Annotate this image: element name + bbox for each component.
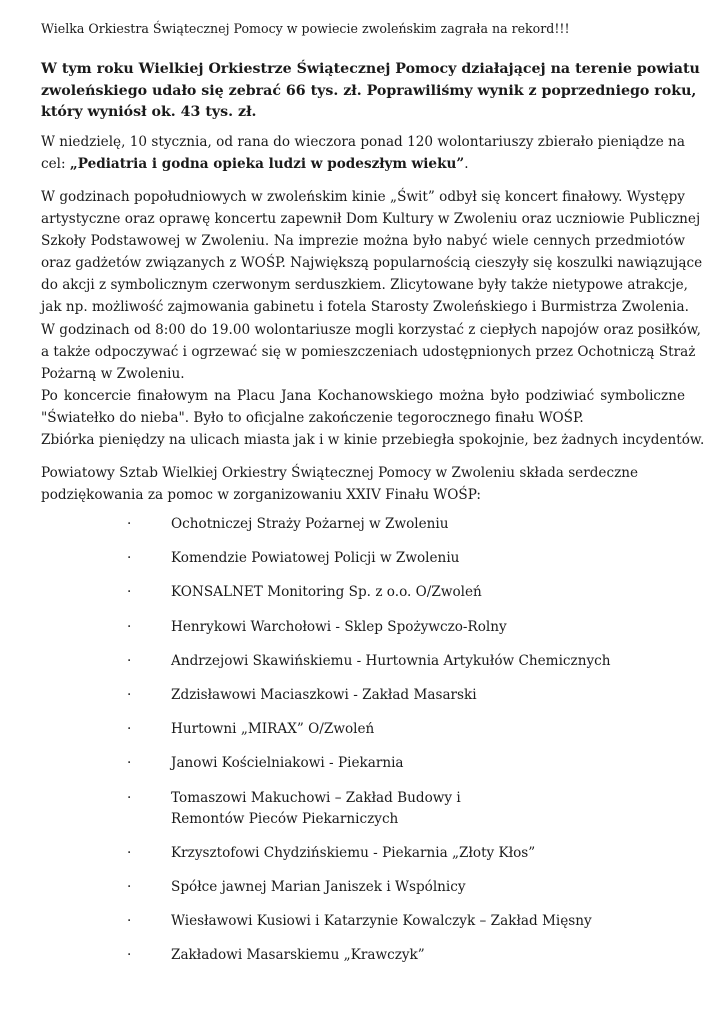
thanks-list — [41, 514, 685, 979]
paragraph-line: jak np. możliwość zajmowania gabinetu i fotela Starosty Zwoleńskiego i Burmistrza Zwolenia. — [41, 299, 689, 315]
paragraph-concert — [41, 186, 703, 318]
list-item — [41, 877, 685, 898]
paragraph-line: Szkoły Podstawowej w Zwoleniu. Na imprezie można było nabyć wiele cennych przedmiotów — [41, 233, 685, 249]
list-item-text: Wiesławowi Kusiowi i Katarzynie Kowalczyk – Zakład Mięsny — [171, 913, 592, 930]
paragraph-line: podziękowania za pomoc w zorganizowaniu XXIV Finału WOŚP: — [41, 487, 481, 503]
paragraph-line: do akcji z symbolicznym czerwonym serduszkiem. Zlicytowane były także nietypowe atrakcje, — [41, 277, 688, 293]
bullet-icon: · — [127, 652, 132, 669]
paragraph-line: a także odpoczywać i ogrzewać się w pomieszczeniach udostępnionych przez Ochotniczą Straż — [41, 344, 696, 360]
paragraph-line: artystyczne oraz oprawę koncertu zapewnił Dom Kultury w Zwoleniu oraz uczniowie Publicznej — [41, 211, 701, 227]
paragraph-collection — [41, 131, 685, 175]
bullet-icon: · — [127, 516, 132, 532]
bullet-icon: · — [127, 721, 132, 738]
list-item-text: Zdzisławowi Maciaszkowi - Zakład Masarski — [171, 686, 477, 703]
paragraph-text: cel: — [41, 156, 70, 172]
list-item — [41, 911, 685, 932]
list-item-text: Krzysztofowi Chydzińskiemu - Piekarnia „Złoty Kłos” — [171, 844, 536, 861]
bullet-icon: · — [127, 878, 132, 895]
paragraph-line: W godzinach od 8:00 do 19.00 wolontariusze mogli korzystać z ciepłych napojów oraz posiłków, — [41, 322, 701, 338]
list-item-text: Hurtowni „MIRAX” O/Zwoleń — [171, 721, 375, 738]
bullet-icon: · — [127, 913, 132, 930]
paragraph-volunteers — [41, 319, 701, 429]
list-item — [41, 753, 685, 774]
campaign-goal: „Pediatria i godna opieka ludzi w podeszłym wieku” — [69, 156, 465, 172]
paragraph-line: "Światełko do nieba". Było to oficjalne zakończenie tegorocznego finału WOŚP. — [41, 410, 584, 426]
list-item-text: Henrykowi Warchołowi - Sklep Spożywczo-Rolny — [171, 618, 507, 635]
paragraph-line: W niedzielę, 10 stycznia, od rana do wieczora ponad 120 wolontariuszy zbierało pieniądze na — [41, 134, 685, 150]
list-item-text: Ochotniczej Straży Pożarnej w Zwoleniu — [171, 516, 449, 532]
list-item — [41, 514, 685, 535]
document-header-title: Wielka Orkiestra Świątecznej Pomocy w powiecie zwoleńskim zagrała na rekord!!! — [41, 21, 570, 36]
paragraph-line: W godzinach popołudniowych w zwoleńskim kinie „Świt” odbył się koncert finałowy. Występy — [41, 189, 685, 205]
list-item — [41, 945, 685, 966]
paragraph-line: Po koncercie finałowym na Placu Jana Kochanowskiego można było podziwiać symboliczne — [41, 388, 685, 404]
bullet-icon: · — [127, 686, 132, 703]
list-item-text: Komendzie Powiatowej Policji w Zwoleniu — [171, 550, 460, 567]
bullet-icon: · — [127, 755, 132, 772]
paragraph-text: . — [464, 156, 469, 172]
list-item-text: Spółce jawnej Marian Janiszek i Wspólnicy — [171, 878, 466, 895]
list-item-text: Janowi Kościelniakowi - Piekarnia — [171, 755, 404, 772]
lead-line: który wyniósł ok. 43 tys. zł. — [41, 104, 257, 120]
paragraph-line: Zbiórka pieniędzy na ulicach miasta jak i w kinie przebiegła spokojnie, bez żadnych incydentów. — [41, 432, 705, 448]
list-item-text: Tomaszowi Makuchowi – Zakład Budowy i Remontów Pieców Piekarniczych — [171, 789, 461, 827]
list-item — [41, 651, 685, 672]
list-item — [41, 719, 685, 740]
bullet-icon: · — [127, 550, 132, 567]
list-item-text: Zakładowi Masarskiemu „Krawczyk” — [171, 947, 425, 964]
list-item — [41, 617, 685, 638]
list-item — [41, 685, 685, 706]
paragraph-summary — [41, 429, 705, 451]
list-item-text: KONSALNET Monitoring Sp. z o.o. O/Zwoleń — [171, 584, 482, 601]
paragraph-line: Powiatowy Sztab Wielkiej Orkiestry Świątecznej Pomocy w Zwoleniu składa serdeczne — [41, 465, 639, 481]
paragraph-line: oraz gadżetów związanych z WOŚP. Największą popularnością cieszyły się koszulki nawiązujące — [41, 255, 703, 271]
lead-paragraph — [41, 59, 700, 124]
bullet-icon: · — [127, 844, 132, 861]
bullet-icon: · — [127, 618, 132, 635]
list-item-text: Andrzejowi Skawińskiemu - Hurtownia Artykułów Chemicznych — [171, 652, 611, 669]
list-item — [41, 843, 685, 864]
list-item — [41, 548, 685, 569]
paragraph-line: Pożarną w Zwoleniu. — [41, 366, 185, 382]
bullet-icon: · — [127, 789, 132, 806]
list-item — [41, 582, 685, 603]
list-item — [41, 788, 685, 830]
bullet-icon: · — [127, 947, 132, 964]
paragraph-thanks-intro — [41, 462, 685, 506]
lead-line: zwoleńskiego udało się zebrać 66 tys. zł. Poprawiliśmy wynik z poprzedniego roku, — [41, 82, 697, 99]
lead-line: W tym roku Wielkiej Orkiestrze Świątecznej Pomocy działającej na terenie powiatu — [41, 61, 700, 77]
bullet-icon: · — [127, 584, 132, 601]
paragraph-line — [41, 153, 685, 175]
